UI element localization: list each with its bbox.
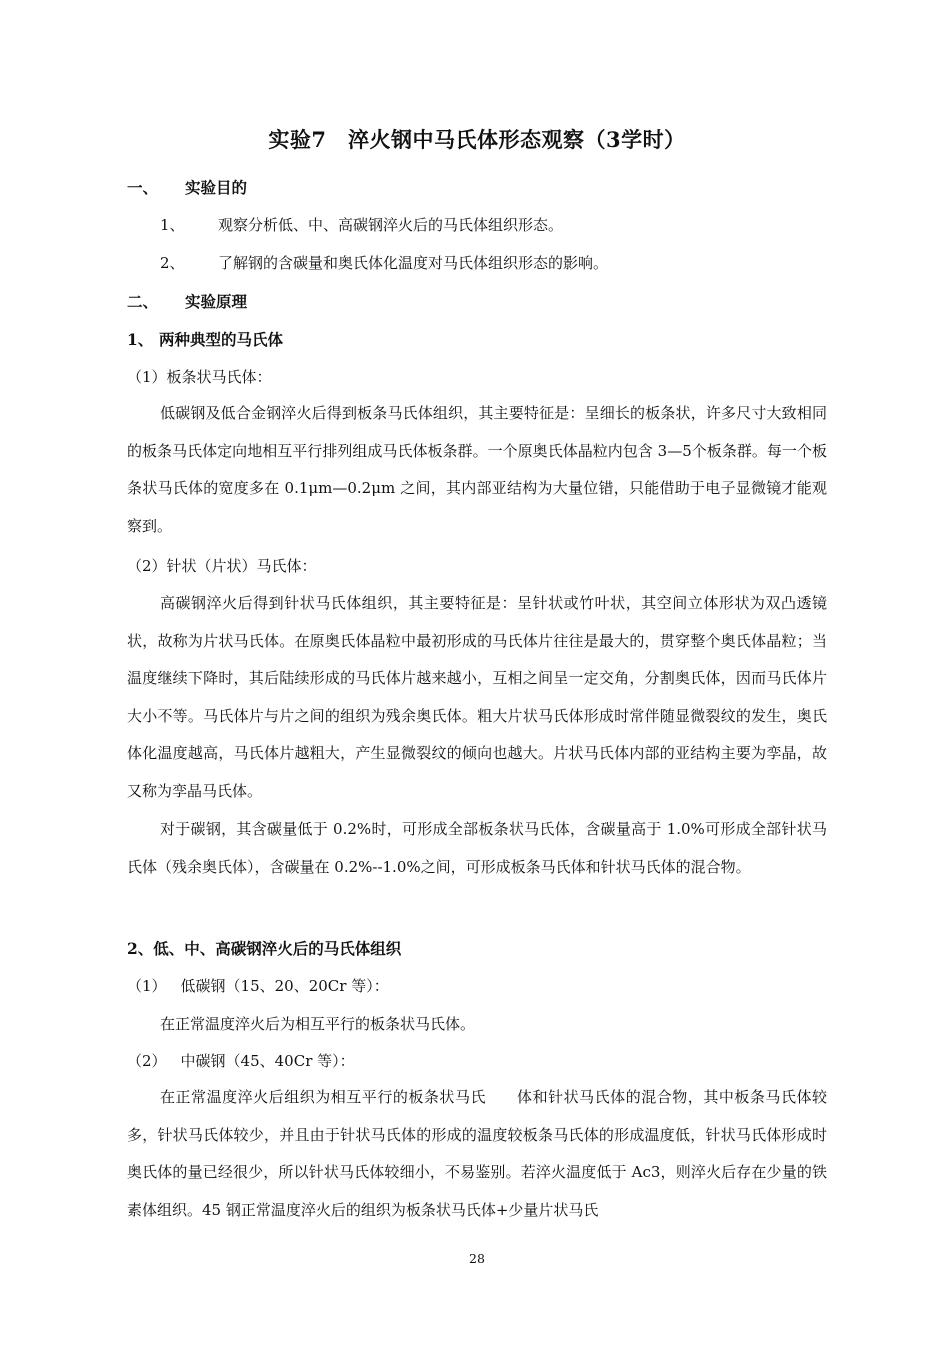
plate-martensite-paragraph: 高碳钢淬火后得到针状马氏体组织，其主要特征是：呈针状或竹叶状，其空间立体形状为双凸透镜状，故称为片状马氏体。在原奥氏体晶粒中最初形成的马氏体片往往是最大的，贯穿整个奥氏体晶粒；当温度继续下降时，其后陆续形成的马氏体片越来越小，互相之间呈一定交角，分割奥氏体，因而马氏体片大小不等。马氏体片与片之间的组织为残余奥氏体。粗大片状马氏体形成时常伴随显微裂纹的发生，奥氏体化温度越高，马氏体片越粗大，产生显微裂纹的倾向也越大。片状马氏体内部的亚结构主要为孪晶，故又称为孪晶马氏体。 <box>127 594 827 800</box>
low-carbon-label: 低碳钢（15、20、20Cr 等）： <box>180 977 389 995</box>
section-label: 实验目的 <box>185 178 248 197</box>
lath-martensite-heading: （1）板条状马氏体： <box>127 368 272 386</box>
section-heading-principle <box>127 290 247 312</box>
mid-carbon-number: （2） <box>127 1052 167 1070</box>
subsection-number: 1、 <box>127 330 154 349</box>
section-label: 实验原理 <box>185 292 248 311</box>
section-number: 二、 <box>127 292 159 311</box>
objective-item <box>160 214 563 235</box>
subsection-heading-2: 2、低、中、高碳钢淬火后的马氏体组织 <box>127 939 402 958</box>
item-number: 2、 <box>160 254 185 272</box>
subsection-heading <box>127 328 283 350</box>
page-number: 28 <box>469 1251 485 1266</box>
page-title: 实验7 淬火钢中马氏体形态观察（3学时） <box>268 127 686 152</box>
item-number: 1、 <box>160 216 185 234</box>
item-text: 了解钢的含碳量和奥氏体化温度对马氏体组织形态的影响。 <box>218 254 609 272</box>
low-carbon-number: （1） <box>127 977 167 995</box>
low-carbon-text: 在正常温度淬火后为相互平行的板条状马氏体。 <box>160 1015 476 1033</box>
plate-martensite-heading: （2）针状（片状）马氏体： <box>127 557 317 575</box>
mid-carbon-heading <box>127 1050 355 1071</box>
item-text: 观察分析低、中、高碳钢淬火后的马氏体组织形态。 <box>218 216 564 234</box>
section-number: 一、 <box>127 178 159 197</box>
mid-carbon-label: 中碳钢（45、40Cr 等）： <box>180 1052 355 1070</box>
subsection-label: 两种典型的马氏体 <box>159 330 284 349</box>
lath-martensite-paragraph: 低碳钢及低合金钢淬火后得到板条马氏体组织，其主要特征是：呈细长的板条状，许多尺寸大致相同的板条马氏体定向地相互平行排列组成马氏体板条群。一个原奥氏体晶粒内包含 3—5个板条群。每一个板条状马氏体的宽度多在 0.1μm—0.2μm 之间，其内部亚结构为大量位错，只能借助于电子显微镜才能观察到。 <box>127 404 827 535</box>
mid-carbon-paragraph: 在正常温度淬火后组织为相互平行的板条状马氏 体和针状马氏体的混合物，其中板条马氏体较多，针状马氏体较少，并且由于针状马氏体的形成的温度较板条马氏体的形成温度低，针状马氏体形成时奥氏体的量已经很少，所以针状马氏体较细小，不易鉴别。若淬火温度低于 Ac3，则淬火后存在少量的铁素体组织。45 钢正常温度淬火后的组织为板条状马氏体+少量片状马氏 <box>127 1088 827 1219</box>
section-heading-objectives <box>127 176 247 198</box>
carbon-content-paragraph: 对于碳钢，其含碳量低于 0.2%时，可形成全部板条状马氏体，含碳量高于 1.0%可形成全部针状马氏体（残余奥氏体），含碳量在 0.2%--1.0%之间，可形成板条马氏体和针状马氏体的混合物。 <box>127 820 827 876</box>
low-carbon-heading <box>127 975 389 996</box>
objective-item <box>160 252 608 273</box>
